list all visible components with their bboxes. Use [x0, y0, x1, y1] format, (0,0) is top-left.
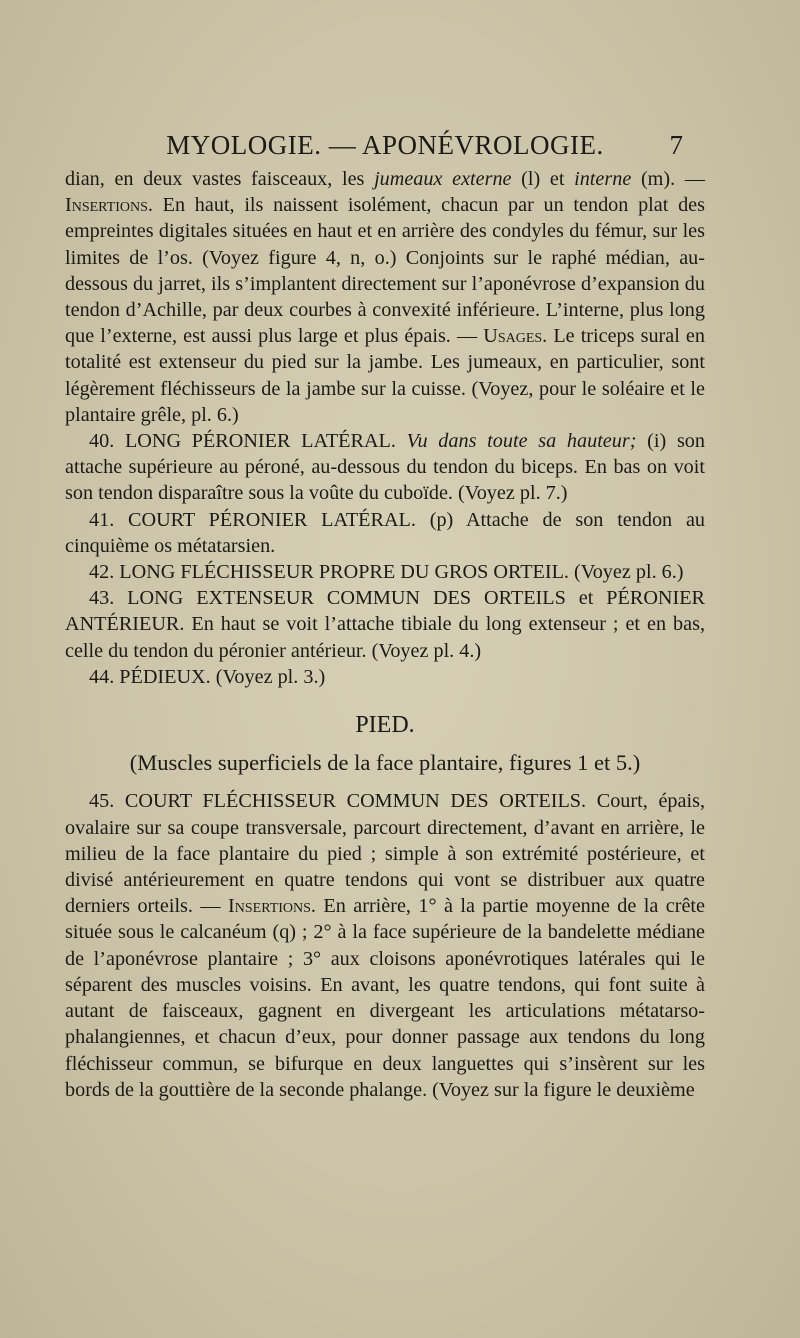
- italic-term: Vu dans toute sa hauteur;: [406, 430, 637, 453]
- text-run: 40. LONG PÉRONIER LATÉRAL.: [89, 430, 407, 453]
- book-page: [65, 122, 705, 1103]
- section-title: PIED.: [355, 712, 415, 739]
- text-run: . Le triceps sural en totalité est extenseur du pied sur la jambe. Les jumeaux, en particulier, sont légèrement fléchisseurs de la jambe sur la cuisse. (Voyez, pour le soléaire et le plantaire grêle, pl. 6.): [65, 325, 705, 426]
- paragraph-41: 41. COURT PÉRONIER LATÉRAL. (p) Attache de son tendon au cinquième os métatarsien.: [65, 508, 705, 557]
- text-run: . En haut, ils naissent isolément, chacun par un tendon plat des empreintes digitales situées en haut et en arrière des condyles du fémur, sur les limites de l’os. (Voyez figure 4, n, o.) Conjoints sur le raphé médian, au-dessous du jarret, ils s’implantent directement sur l’aponévrose d’expansion du tendon d’Achille, par deux courbes à convexité inférieure. L’interne, plus long que l’externe, est aussi plus large et plus épais. —: [65, 194, 705, 348]
- smallcaps-heading: Usages: [483, 325, 543, 348]
- page-header: [65, 122, 705, 166]
- text-run: dian, en deux vastes faisceaux, les: [65, 168, 375, 190]
- text-run: . En arrière, 1° à la partie moyenne de la crête située sous le calcanéum (q) ; 2° à la face supérieure de la bandelette médiane de l’aponévrose plantaire ; 3° aux cloisons aponévrotiques latérales qui le séparent des muscles voisins. En avant, les quatre tendons, qui font suite à autant de faisceaux, gagnent en divergeant les articulations métatarso-phalangiennes, et chacun d’eux, pour donner passage aux tendons du long fléchisseur commun, se bifurque en deux languettes qui s’insèrent sur les bords de la gouttière de la seconde phalange. (Voyez sur la figure le deuxième: [65, 895, 705, 1101]
- paragraph-43: 43. LONG EXTENSEUR COMMUN DES ORTEILS et PÉRONIER ANTÉRIEUR. En haut se voit l’attache tibiale du long extenseur ; et en bas, celle du tendon du péronier antérieur. (Voyez pl. 4.): [65, 587, 705, 662]
- text-run: (m). —: [631, 168, 705, 190]
- italic-term: jumeaux externe: [374, 168, 512, 190]
- page-number: 7: [669, 130, 683, 160]
- smallcaps-heading: Insertions: [228, 895, 311, 918]
- paragraph-40: [65, 428, 705, 507]
- paragraph-42: 42. LONG FLÉCHISSEUR PROPRE DU GROS ORTEIL. (Voyez pl. 6.): [89, 561, 684, 584]
- body-text: [65, 166, 705, 1103]
- italic-term: interne: [574, 168, 632, 190]
- paragraph-44: 44. PÉDIEUX. (Voyez pl. 3.): [89, 665, 326, 688]
- text-run: (i) son attache supérieure au péroné, au-dessous du tendon du biceps. En bas on voit son tendon disparaître sous la voûte du cuboïde. (Voyez pl. 7.): [65, 430, 705, 505]
- text-run: (l) et: [511, 168, 575, 190]
- section-subtitle: (Muscles superficiels de la face plantaire, figures 1 et 5.): [129, 750, 641, 776]
- running-title: MYOLOGIE. — APONÉVROLOGIE.: [166, 130, 604, 160]
- paragraph-45: [65, 788, 705, 1102]
- paragraph-triceps-continued: [65, 166, 705, 428]
- text-run: 45. COURT FLÉCHISSEUR COMMUN DES ORTEILS. Court, épais, ovalaire sur sa coupe transversale, parcourt directement, d’avant en arrière, le milieu de la face plantaire du pied ; simple à son extrémité postérieure, et divisé antérieurement en quatre tendons qui vont se distribuer aux quatre derniers orteils. —: [65, 790, 705, 918]
- smallcaps-heading: Insertions: [65, 194, 148, 217]
